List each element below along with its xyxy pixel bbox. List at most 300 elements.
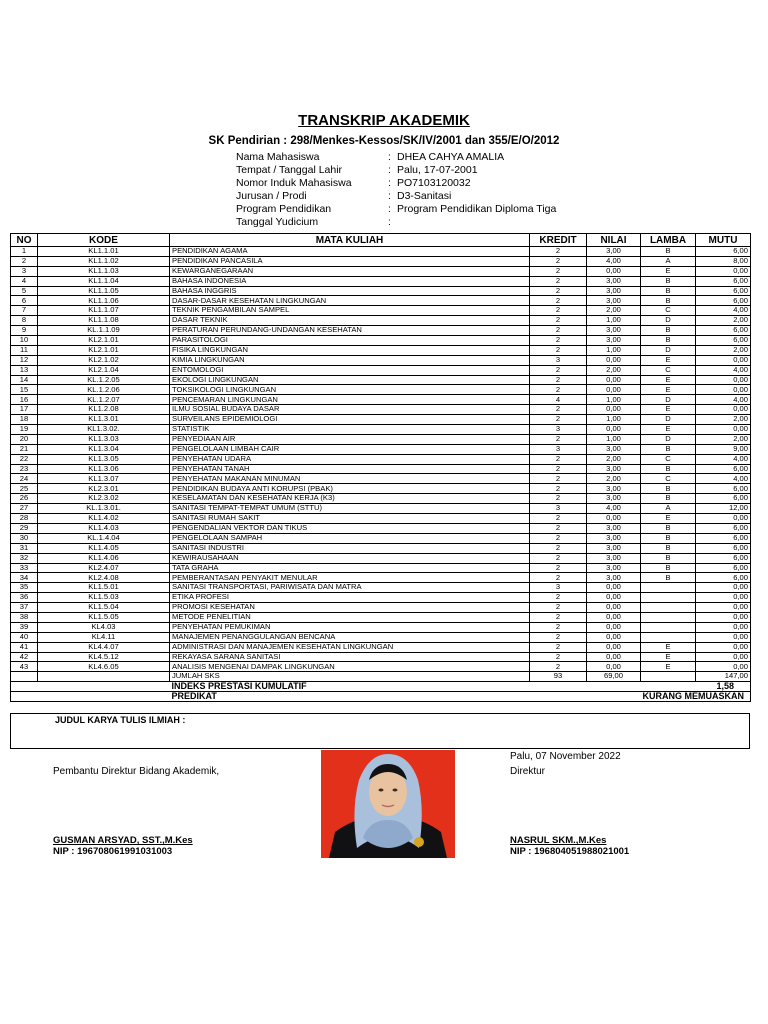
cell-mata-kuliah: KEWARGANEGARAAN <box>170 266 530 276</box>
cell-no: 21 <box>11 444 38 454</box>
info-sep: : <box>388 177 391 189</box>
predikat-label: PREDIKAT <box>170 692 641 702</box>
cell-nilai: 0,00 <box>587 612 641 622</box>
cell-mata-kuliah: STATISTIK <box>170 425 530 435</box>
cell-mata-kuliah: METODE PENELITIAN <box>170 612 530 622</box>
cell-mata-kuliah: ETIKA PROFESI <box>170 593 530 603</box>
cell-nilai: 0,00 <box>587 662 641 672</box>
table-row <box>11 385 751 395</box>
cell-kredit: 2 <box>530 434 587 444</box>
cell-nilai: 1,00 <box>587 415 641 425</box>
cell-nilai: 3,00 <box>587 276 641 286</box>
cell-lamba: B <box>641 247 696 257</box>
left-signer-title: Pembantu Direktur Bidang Akademik, <box>53 766 220 777</box>
cell-kode: KL2.1.04 <box>38 365 170 375</box>
cell-nilai: 3,00 <box>587 523 641 533</box>
cell-no: 12 <box>11 355 38 365</box>
table-row <box>11 583 751 593</box>
cell-no: 38 <box>11 612 38 622</box>
cell-kredit: 2 <box>530 662 587 672</box>
cell-nilai: 3,00 <box>587 533 641 543</box>
cell-mata-kuliah: TOKSIKOLOGI LINGKUNGAN <box>170 385 530 395</box>
cell-kode: KL2.1.01 <box>38 336 170 346</box>
cell-mutu: 0,00 <box>696 603 751 613</box>
cell-mutu: 6,00 <box>696 464 751 474</box>
cell-kredit: 2 <box>530 276 587 286</box>
cell-lamba: C <box>641 454 696 464</box>
cell-mata-kuliah: PENYEDIAAN AIR <box>170 434 530 444</box>
cell-nilai: 3,00 <box>587 444 641 454</box>
cell-mutu: 0,00 <box>696 583 751 593</box>
left-signature <box>53 835 193 857</box>
header-mata-kuliah: MATA KULIAH <box>170 234 530 247</box>
document-title: TRANSKRIP AKADEMIK <box>298 112 470 129</box>
cell-no: 17 <box>11 405 38 415</box>
cell-kredit: 2 <box>530 296 587 306</box>
cell-kode: KL2.1.01 <box>38 345 170 355</box>
right-signature <box>510 835 629 857</box>
cell-kredit: 2 <box>530 405 587 415</box>
cell-no: 32 <box>11 553 38 563</box>
info-label: Program Pendidikan <box>236 203 332 215</box>
cell-mata-kuliah: PENGELOLAAN SAMPAH <box>170 533 530 543</box>
cell-lamba: E <box>641 652 696 662</box>
cell-mata-kuliah: SANITASI INDUSTRI <box>170 543 530 553</box>
table-row <box>11 533 751 543</box>
cell-kredit: 2 <box>530 247 587 257</box>
cell-kode: KL1.3.01 <box>38 415 170 425</box>
cell-kode: KL1.4.02 <box>38 514 170 524</box>
table-row <box>11 652 751 662</box>
cell-kredit: 2 <box>530 612 587 622</box>
cell-mutu: 6,00 <box>696 276 751 286</box>
table-row <box>11 296 751 306</box>
cell-mutu: 4,00 <box>696 454 751 464</box>
cell-lamba: C <box>641 306 696 316</box>
cell-nilai: 2,00 <box>587 474 641 484</box>
cell-kode: KL1.1.02 <box>38 256 170 266</box>
cell-no: 8 <box>11 316 38 326</box>
cell-nilai: 3,00 <box>587 484 641 494</box>
table-row <box>11 405 751 415</box>
cell-nilai: 3,00 <box>587 553 641 563</box>
cell-no: 19 <box>11 425 38 435</box>
predikat-value: KURANG MEMUASKAN <box>641 692 751 702</box>
cell-nilai: 3,00 <box>587 336 641 346</box>
cell-lamba: E <box>641 642 696 652</box>
cell-mutu: 0,00 <box>696 632 751 642</box>
cell-no: 5 <box>11 286 38 296</box>
info-label: Tanggal Yudicium <box>236 216 319 228</box>
transcript-table <box>10 233 751 702</box>
student-info <box>236 151 556 229</box>
cell-no: 26 <box>11 494 38 504</box>
cell-no: 43 <box>11 662 38 672</box>
cell-mata-kuliah: FISIKA LINGKUNGAN <box>170 345 530 355</box>
info-value: DHEA CAHYA AMALIA <box>397 151 505 163</box>
cell-mata-kuliah: SANITASI RUMAH SAKIT <box>170 514 530 524</box>
jumlah-mutu: 147,00 <box>696 672 751 682</box>
cell-kredit: 4 <box>530 395 587 405</box>
table-row <box>11 326 751 336</box>
cell-mata-kuliah: KEWIRAUSAHAAN <box>170 553 530 563</box>
table-row <box>11 415 751 425</box>
cell-nilai: 2,00 <box>587 454 641 464</box>
cell-no: 4 <box>11 276 38 286</box>
cell-mutu: 9,00 <box>696 444 751 454</box>
cell-mutu: 2,00 <box>696 415 751 425</box>
table-row <box>11 276 751 286</box>
cell-mata-kuliah: PENGENDALIAN VEKTOR DAN TIKUS <box>170 523 530 533</box>
cell-mutu: 0,00 <box>696 375 751 385</box>
cell-mata-kuliah: PENDIDIKAN BUDAYA ANTI KORUPSI (PBAK) <box>170 484 530 494</box>
cell-no: 13 <box>11 365 38 375</box>
info-label: Nomor Induk Mahasiswa <box>236 177 352 189</box>
cell-mutu: 4,00 <box>696 306 751 316</box>
left-signer-nip: NIP : 196708061991031003 <box>53 846 173 857</box>
table-row <box>11 504 751 514</box>
cell-mutu: 0,00 <box>696 622 751 632</box>
cell-no: 3 <box>11 266 38 276</box>
cell-mutu: 2,00 <box>696 316 751 326</box>
cell-lamba: D <box>641 345 696 355</box>
cell-no: 35 <box>11 583 38 593</box>
cell-mata-kuliah: PENYEHATAN TANAH <box>170 464 530 474</box>
cell-mata-kuliah: BAHASA INDONESIA <box>170 276 530 286</box>
table-row <box>11 256 751 266</box>
cell-mata-kuliah: PARASITOLOGI <box>170 336 530 346</box>
cell-nilai: 0,00 <box>587 405 641 415</box>
cell-kredit: 2 <box>530 484 587 494</box>
cell-kredit: 2 <box>530 563 587 573</box>
cell-mata-kuliah: PENGELOLAAN LIMBAH CAIR <box>170 444 530 454</box>
cell-mutu: 8,00 <box>696 256 751 266</box>
cell-kredit: 2 <box>530 375 587 385</box>
cell-no: 37 <box>11 603 38 613</box>
info-row <box>236 203 556 216</box>
cell-no: 25 <box>11 484 38 494</box>
cell-mutu: 12,00 <box>696 504 751 514</box>
cell-mutu: 4,00 <box>696 395 751 405</box>
student-photo <box>321 750 455 858</box>
predikat-row <box>11 692 751 702</box>
header-mutu: MUTU <box>696 234 751 247</box>
info-row <box>236 177 556 190</box>
cell-nilai: 0,00 <box>587 514 641 524</box>
cell-lamba: E <box>641 514 696 524</box>
cell-mutu: 6,00 <box>696 553 751 563</box>
right-signer-name: NASRUL SKM.,M.Kes <box>510 835 607 846</box>
cell-mutu: 6,00 <box>696 523 751 533</box>
cell-mutu: 4,00 <box>696 474 751 484</box>
cell-nilai: 1,00 <box>587 395 641 405</box>
cell-lamba: B <box>641 276 696 286</box>
cell-mutu: 0,00 <box>696 266 751 276</box>
ipk-value: 1,58 <box>641 682 751 692</box>
cell-mata-kuliah: SURVEILANS EPIDEMIOLOGI <box>170 415 530 425</box>
cell-kode: KL1.1.05 <box>38 286 170 296</box>
cell-nilai: 3,00 <box>587 286 641 296</box>
cell-lamba: B <box>641 494 696 504</box>
cell-kode: KL4.11 <box>38 632 170 642</box>
cell-kode: KL1.5.04 <box>38 603 170 613</box>
table-row <box>11 642 751 652</box>
table-row <box>11 355 751 365</box>
info-label: Nama Mahasiswa <box>236 151 320 163</box>
info-sep: : <box>388 190 391 202</box>
info-sep: : <box>388 216 391 228</box>
table-row <box>11 454 751 464</box>
cell-kredit: 2 <box>530 543 587 553</box>
cell-mutu: 6,00 <box>696 326 751 336</box>
cell-kode: KL1.4.05 <box>38 543 170 553</box>
table-row <box>11 375 751 385</box>
cell-kode: KL.1.2.05 <box>38 375 170 385</box>
cell-nilai: 0,00 <box>587 603 641 613</box>
info-value: PO7103120032 <box>397 177 471 189</box>
cell-kode: KL1.3.02. <box>38 425 170 435</box>
cell-mata-kuliah: TATA GRAHA <box>170 563 530 573</box>
cell-mata-kuliah: ADMINISTRASI DAN MANAJEMEN KESEHATAN LINGKUNGAN <box>170 642 530 652</box>
cell-kredit: 2 <box>530 415 587 425</box>
cell-kredit: 3 <box>530 583 587 593</box>
cell-no: 23 <box>11 464 38 474</box>
cell-kode: KL2.1.02 <box>38 355 170 365</box>
cell-mutu: 0,00 <box>696 355 751 365</box>
cell-kredit: 3 <box>530 504 587 514</box>
cell-lamba: B <box>641 326 696 336</box>
table-row <box>11 563 751 573</box>
cell-kode: KL4.03 <box>38 622 170 632</box>
cell-kredit: 2 <box>530 642 587 652</box>
cell-kode: KL1.5.03 <box>38 593 170 603</box>
cell-mata-kuliah: PENYEHATAN PEMUKIMAN <box>170 622 530 632</box>
table-row <box>11 573 751 583</box>
ipk-label: INDEKS PRESTASI KUMULATIF <box>170 682 641 692</box>
cell-kredit: 2 <box>530 553 587 563</box>
cell-kredit: 2 <box>530 622 587 632</box>
table-row <box>11 395 751 405</box>
table-row <box>11 553 751 563</box>
cell-no: 15 <box>11 385 38 395</box>
table-row <box>11 266 751 276</box>
info-value: Program Pendidikan Diploma Tiga <box>397 203 557 215</box>
info-row <box>236 164 556 177</box>
cell-mutu: 6,00 <box>696 573 751 583</box>
cell-mata-kuliah: EKOLOGI LINGKUNGAN <box>170 375 530 385</box>
cell-kredit: 2 <box>530 365 587 375</box>
cell-nilai: 0,00 <box>587 425 641 435</box>
cell-nilai: 0,00 <box>587 375 641 385</box>
cell-mutu: 0,00 <box>696 405 751 415</box>
cell-mata-kuliah: MANAJEMEN PENANGGULANGAN BENCANA <box>170 632 530 642</box>
cell-kode: KL4.5.12 <box>38 652 170 662</box>
cell-kode: KL1.1.07 <box>38 306 170 316</box>
cell-lamba: B <box>641 533 696 543</box>
cell-no: 16 <box>11 395 38 405</box>
cell-kredit: 2 <box>530 632 587 642</box>
info-row <box>236 216 556 229</box>
cell-no: 11 <box>11 345 38 355</box>
cell-kode: KL2.4.08 <box>38 573 170 583</box>
cell-lamba: E <box>641 405 696 415</box>
table-row <box>11 523 751 533</box>
cell-kredit: 2 <box>530 593 587 603</box>
cell-kode: KL4.6.05 <box>38 662 170 672</box>
cell-mutu: 0,00 <box>696 593 751 603</box>
cell-mutu: 6,00 <box>696 296 751 306</box>
cell-lamba <box>641 622 696 632</box>
place-date: Palu, 07 November 2022 <box>510 751 621 762</box>
cell-no: 42 <box>11 652 38 662</box>
cell-nilai: 0,00 <box>587 622 641 632</box>
table-row <box>11 632 751 642</box>
table-row <box>11 593 751 603</box>
cell-kode: KL.1.2.06 <box>38 385 170 395</box>
cell-mata-kuliah: ANALISIS MENGENAI DAMPAK LINGKUNGAN <box>170 662 530 672</box>
cell-lamba: B <box>641 286 696 296</box>
info-label: Tempat / Tanggal Lahir <box>236 164 343 176</box>
table-row <box>11 603 751 613</box>
info-sep: : <box>388 203 391 215</box>
cell-nilai: 3,00 <box>587 326 641 336</box>
cell-nilai: 0,00 <box>587 642 641 652</box>
cell-mata-kuliah: DASAR-DASAR KESEHATAN LINGKUNGAN <box>170 296 530 306</box>
cell-kode: KL1.4.06 <box>38 553 170 563</box>
cell-mutu: 2,00 <box>696 345 751 355</box>
cell-mutu: 0,00 <box>696 612 751 622</box>
jumlah-nilai: 69,00 <box>587 672 641 682</box>
cell-mata-kuliah: BAHASA INGGRIS <box>170 286 530 296</box>
cell-kode: KL1.3.03 <box>38 434 170 444</box>
judul-karya-tulis-label: JUDUL KARYA TULIS ILMIAH : <box>55 715 186 725</box>
cell-mata-kuliah: PERATURAN PERUNDANG-UNDANGAN KESEHATAN <box>170 326 530 336</box>
cell-no: 6 <box>11 296 38 306</box>
header-kode: KODE <box>38 234 170 247</box>
cell-kode: KL1.3.04 <box>38 444 170 454</box>
cell-no: 31 <box>11 543 38 553</box>
cell-nilai: 4,00 <box>587 504 641 514</box>
cell-mata-kuliah: PENCEMARAN LINGKUNGAN <box>170 395 530 405</box>
cell-kode: KL1.1.04 <box>38 276 170 286</box>
cell-lamba: B <box>641 444 696 454</box>
cell-lamba: E <box>641 662 696 672</box>
table-row <box>11 247 751 257</box>
cell-no: 1 <box>11 247 38 257</box>
cell-lamba: D <box>641 434 696 444</box>
cell-no: 27 <box>11 504 38 514</box>
cell-mata-kuliah: REKAYASA SARANA SANITASI <box>170 652 530 662</box>
cell-lamba: B <box>641 573 696 583</box>
cell-mutu: 6,00 <box>696 336 751 346</box>
cell-mata-kuliah: SANITASI TEMPAT-TEMPAT UMUM (STTU) <box>170 504 530 514</box>
cell-mata-kuliah: PENDIDIKAN AGAMA <box>170 247 530 257</box>
cell-kredit: 2 <box>530 573 587 583</box>
cell-mutu: 6,00 <box>696 543 751 553</box>
sk-pendirian: SK Pendirian : 298/Menkes-Kessos/SK/IV/2001 dan 355/E/O/2012 <box>208 135 560 147</box>
table-row <box>11 474 751 484</box>
cell-kode: KL1.1.01 <box>38 247 170 257</box>
cell-no: 2 <box>11 256 38 266</box>
cell-kode: KL.1.2.07 <box>38 395 170 405</box>
cell-nilai: 3,00 <box>587 296 641 306</box>
cell-no: 9 <box>11 326 38 336</box>
cell-kredit: 2 <box>530 316 587 326</box>
info-row <box>236 151 556 164</box>
cell-nilai: 0,00 <box>587 266 641 276</box>
info-sep: : <box>388 164 391 176</box>
cell-nilai: 1,00 <box>587 434 641 444</box>
cell-nilai: 1,00 <box>587 316 641 326</box>
cell-lamba: D <box>641 415 696 425</box>
cell-mutu: 0,00 <box>696 425 751 435</box>
cell-kredit: 2 <box>530 652 587 662</box>
header-nilai: NILAI <box>587 234 641 247</box>
cell-nilai: 3,00 <box>587 494 641 504</box>
info-sep: : <box>388 151 391 163</box>
cell-mata-kuliah: PENYEHATAN UDARA <box>170 454 530 464</box>
cell-kredit: 2 <box>530 336 587 346</box>
cell-kredit: 2 <box>530 523 587 533</box>
cell-kode: KL.1.3.01. <box>38 504 170 514</box>
cell-mutu: 6,00 <box>696 563 751 573</box>
cell-lamba <box>641 593 696 603</box>
table-row <box>11 484 751 494</box>
cell-mata-kuliah: ILMU SOSIAL BUDAYA DASAR <box>170 405 530 415</box>
cell-nilai: 2,00 <box>587 306 641 316</box>
table-row <box>11 622 751 632</box>
table-row <box>11 286 751 296</box>
cell-kredit: 2 <box>530 533 587 543</box>
cell-no: 14 <box>11 375 38 385</box>
cell-nilai: 3,00 <box>587 464 641 474</box>
cell-mutu: 2,00 <box>696 434 751 444</box>
cell-mata-kuliah: PENYEHATAN MAKANAN MINUMAN <box>170 474 530 484</box>
table-row <box>11 345 751 355</box>
cell-no: 28 <box>11 514 38 524</box>
cell-lamba: D <box>641 316 696 326</box>
jumlah-kredit: 93 <box>530 672 587 682</box>
cell-kode: KL.1.4.04 <box>38 533 170 543</box>
cell-mata-kuliah: TEKNIK PENGAMBILAN SAMPEL <box>170 306 530 316</box>
cell-nilai: 4,00 <box>587 256 641 266</box>
cell-lamba: D <box>641 395 696 405</box>
cell-no: 20 <box>11 434 38 444</box>
cell-kredit: 2 <box>530 464 587 474</box>
cell-kredit: 2 <box>530 306 587 316</box>
cell-nilai: 0,00 <box>587 652 641 662</box>
cell-lamba: E <box>641 355 696 365</box>
table-row <box>11 612 751 622</box>
table-row <box>11 543 751 553</box>
cell-no: 40 <box>11 632 38 642</box>
cell-mata-kuliah: KESELAMATAN DAN KESEHATAN KERJA (K3) <box>170 494 530 504</box>
cell-kredit: 2 <box>530 345 587 355</box>
table-row <box>11 425 751 435</box>
cell-kredit: 2 <box>530 286 587 296</box>
cell-no: 24 <box>11 474 38 484</box>
cell-kode: KL2.3.01 <box>38 484 170 494</box>
cell-mutu: 0,00 <box>696 652 751 662</box>
jumlah-row <box>11 672 751 682</box>
cell-kode: KL2.4.07 <box>38 563 170 573</box>
cell-mutu: 6,00 <box>696 494 751 504</box>
header-kredit: KREDIT <box>530 234 587 247</box>
cell-mata-kuliah: KIMIA LINGKUNGAN <box>170 355 530 365</box>
cell-nilai: 1,00 <box>587 345 641 355</box>
cell-no: 30 <box>11 533 38 543</box>
cell-kode: KL1.1.03 <box>38 266 170 276</box>
